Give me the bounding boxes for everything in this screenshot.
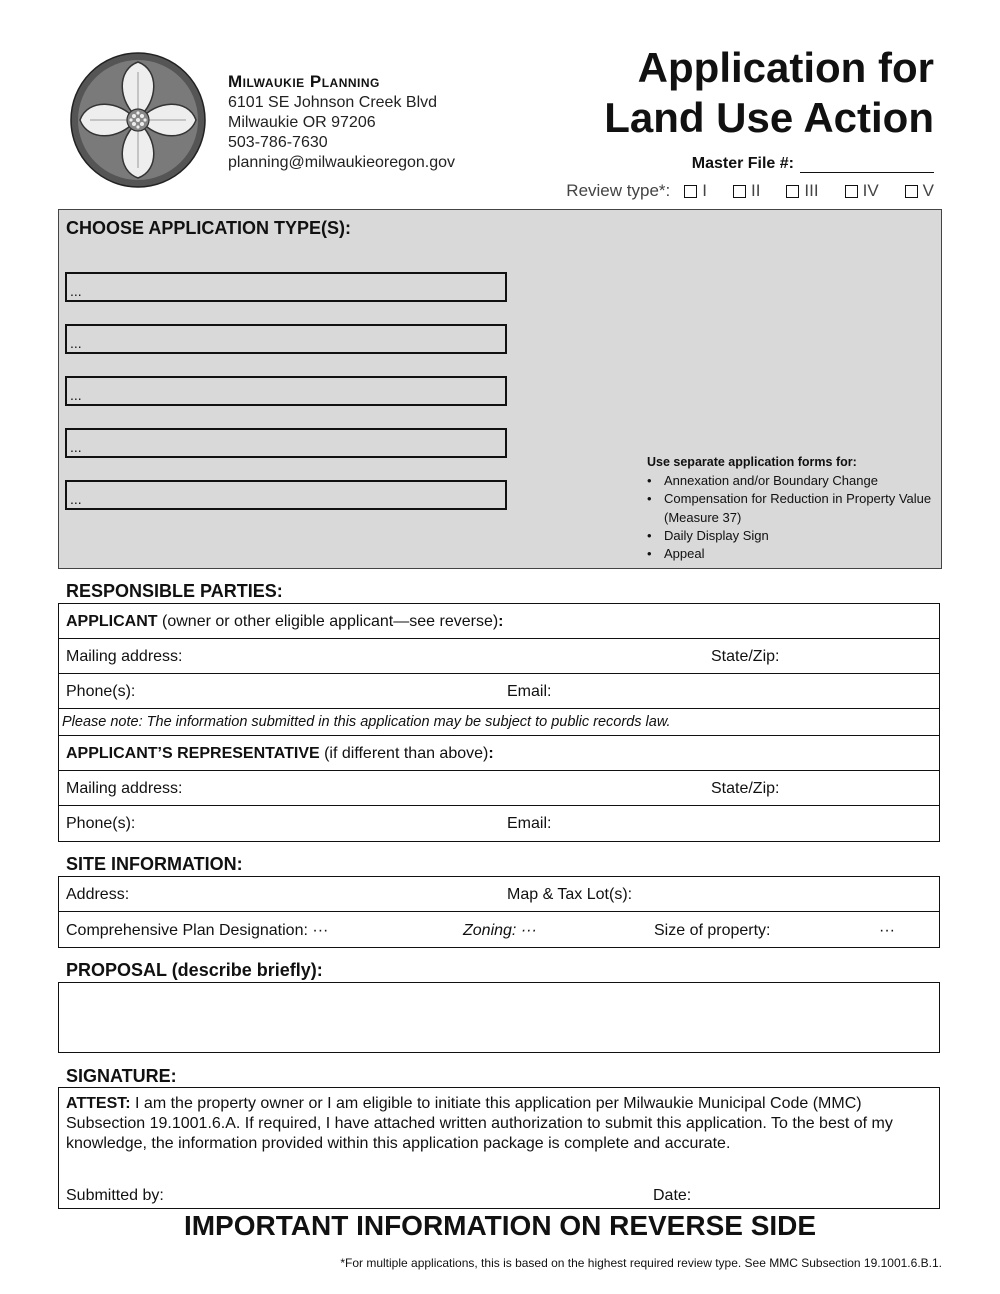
- zoning-label: Zoning: ···: [463, 922, 537, 939]
- form-title-line2: Land Use Action: [604, 94, 934, 141]
- review-type-option-v[interactable]: V: [905, 181, 934, 201]
- master-file-label: Master File #:: [691, 155, 794, 172]
- important-info-heading: IMPORTANT INFORMATION ON REVERSE SIDE: [183, 1210, 817, 1241]
- checkbox-icon[interactable]: [845, 185, 858, 198]
- review-type-option-i[interactable]: I: [684, 181, 707, 201]
- site-zoning-row[interactable]: [59, 912, 939, 947]
- public-records-note: Please note: The information submitted in this application may be subject to public records law.: [62, 714, 671, 730]
- email-label: Email:: [507, 683, 552, 700]
- application-type-box-3[interactable]: ...: [65, 376, 507, 406]
- site-information-table: [58, 876, 940, 948]
- submitted-by-field[interactable]: Submitted by:: [66, 1187, 164, 1204]
- representative-phone-row[interactable]: [59, 806, 939, 841]
- applicant-mailing-row[interactable]: [59, 639, 939, 674]
- signature-box: [58, 1087, 940, 1209]
- site-information-title: SITE INFORMATION:: [66, 854, 243, 874]
- checkbox-icon[interactable]: [733, 185, 746, 198]
- review-type-option-iii[interactable]: III: [786, 181, 818, 201]
- review-type-option-ii[interactable]: II: [733, 181, 760, 201]
- date-field[interactable]: Date:: [653, 1187, 692, 1204]
- review-type-group: [566, 181, 934, 201]
- list-item: • Compensation for Reduction in Property Value (Measure 37): [647, 490, 932, 527]
- representative-label: APPLICANT’S REPRESENTATIVE: [66, 745, 320, 762]
- master-file-field[interactable]: [692, 155, 934, 173]
- milwaukie-dogwood-logo: [70, 52, 206, 188]
- org-address-line2: Milwaukie OR 97206: [228, 114, 376, 131]
- org-phone: 503-786-7630: [228, 134, 328, 151]
- org-email[interactable]: planning@milwaukieoregon.gov: [228, 154, 456, 171]
- org-address-line1: 6101 SE Johnson Creek Blvd: [228, 94, 438, 111]
- applicant-desc: (owner or other eligible applicant—see reverse): [157, 613, 499, 630]
- application-type-box-4[interactable]: ...: [65, 428, 507, 458]
- mailing-address-label: Mailing address:: [66, 780, 183, 797]
- org-name: Milwaukie Planning: [228, 72, 380, 91]
- phone-label: Phone(s):: [66, 683, 136, 700]
- size-of-property-value: ···: [879, 922, 895, 939]
- list-item: • Appeal: [647, 545, 932, 563]
- review-type-option-iv[interactable]: IV: [845, 181, 879, 201]
- map-tax-lot-label: Map & Tax Lot(s):: [507, 886, 633, 903]
- list-item: • Annexation and/or Boundary Change: [647, 472, 932, 490]
- state-zip-label: State/Zip:: [711, 648, 780, 665]
- public-records-note-row: [59, 709, 939, 736]
- representative-mailing-row[interactable]: [59, 771, 939, 806]
- separate-forms-title: Use separate application forms for:: [647, 455, 857, 469]
- site-address-row[interactable]: [59, 877, 939, 912]
- applicant-phone-row[interactable]: [59, 674, 939, 709]
- responsible-parties-title: RESPONSIBLE PARTIES:: [66, 581, 283, 601]
- responsible-parties-table: [58, 603, 940, 842]
- review-type-footnote: *For multiple applications, this is based on the highest required review type. See MMC Subsection 19.1001.6.B.1.: [340, 1256, 942, 1270]
- proposal-textarea[interactable]: [58, 982, 940, 1053]
- attest-label: ATTEST:: [66, 1095, 131, 1112]
- email-label: Email:: [507, 815, 552, 832]
- list-item: • Daily Display Sign: [647, 527, 932, 545]
- application-type-box-2[interactable]: ...: [65, 324, 507, 354]
- state-zip-label: State/Zip:: [711, 780, 780, 797]
- representative-desc: (if different than above): [319, 745, 489, 762]
- applicant-row[interactable]: APPLICANT (owner or other eligible applicant—see reverse):: [59, 604, 939, 639]
- checkbox-icon[interactable]: [684, 185, 697, 198]
- representative-row[interactable]: APPLICANT’S REPRESENTATIVE (if different than above):: [59, 736, 939, 771]
- proposal-title: PROPOSAL (describe briefly):: [66, 960, 323, 980]
- review-type-label: Review type*:: [566, 181, 671, 200]
- attest-statement: [59, 1088, 939, 1154]
- applicant-label: APPLICANT: [66, 613, 158, 630]
- application-type-box-5[interactable]: ...: [65, 480, 507, 510]
- checkbox-icon[interactable]: [905, 185, 918, 198]
- signature-title: SIGNATURE:: [66, 1066, 177, 1086]
- master-file-line[interactable]: [800, 158, 934, 173]
- checkbox-icon[interactable]: [786, 185, 799, 198]
- application-type-box-1[interactable]: ...: [65, 272, 507, 302]
- size-of-property-label: Size of property:: [654, 922, 771, 939]
- form-title-line1: Application for: [637, 44, 934, 91]
- comp-plan-label: Comprehensive Plan Designation: ···: [66, 922, 329, 939]
- phone-label: Phone(s):: [66, 815, 136, 832]
- attest-text: I am the property owner or I am eligible to initiate this application per Milwaukie Municipal Code (MMC) Subsection 19.1001.6.A. If required, I have attached written authorization to submit this application. To the best of my knowledge, the information provided within this application package is complete and accurate.: [66, 1095, 893, 1152]
- site-address-label: Address:: [66, 886, 130, 903]
- mailing-address-label: Mailing address:: [66, 648, 183, 665]
- application-type-title: CHOOSE APPLICATION TYPE(S):: [66, 218, 352, 238]
- separate-forms-list: [647, 472, 932, 563]
